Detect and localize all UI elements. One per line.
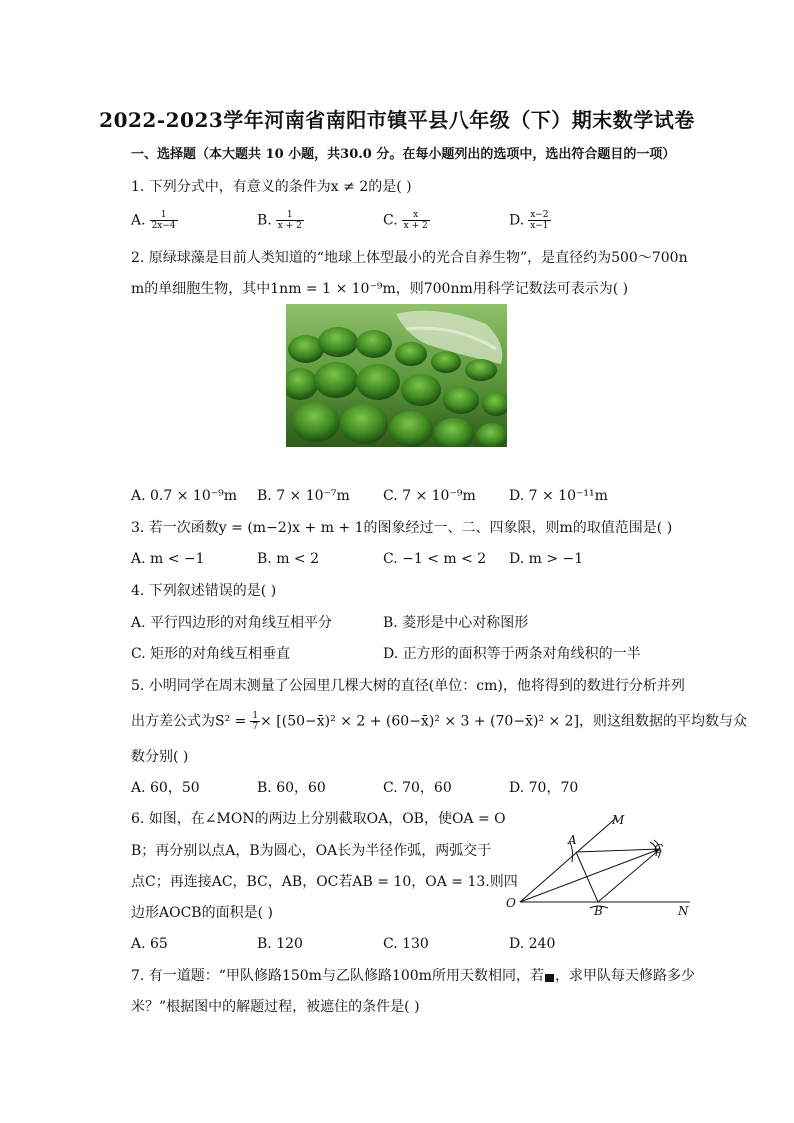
question-6-option-c: C. 130 [383, 936, 429, 952]
question-6-option-b: B. 120 [257, 936, 303, 952]
question-5-option-b: B. 60，60 [257, 780, 326, 796]
label-o: O [506, 896, 516, 910]
question-6-line-1: 6. 如图，在∠MON的两边上分别截取OA，OB，使OA = O [131, 811, 506, 827]
option-label: B. [257, 212, 272, 229]
question-6-line-4: 边形AOCB的面积是( ) [131, 905, 273, 921]
segment-ab [576, 852, 598, 902]
fraction [150, 210, 178, 231]
question-3-option-c: C. −1 < m < 2 [383, 551, 487, 567]
question-7-text-after: ，求甲队每天修路多少 [554, 968, 695, 984]
question-6-option-d: D. 240 [509, 936, 556, 952]
fraction [250, 711, 260, 732]
segment-ac [576, 849, 660, 852]
question-5-option-d: D. 70，70 [509, 780, 579, 796]
page-title: 2022-2023学年河南省南阳市镇平县八年级（下）期末数学试卷 [99, 108, 695, 132]
question-5-option-c: C. 70，60 [383, 780, 452, 796]
option-label: C. [383, 212, 398, 229]
section-heading: 一、选择题（本大题共 10 小题，共30.0 分。在每小题列出的选项中，选出符合题目的一项） [131, 147, 676, 162]
question-6-line-3: 点C；再连接AC，BC，AB，OC若AB = 10，OA = 13.则四 [131, 874, 518, 890]
question-1-option-b [257, 210, 304, 231]
fraction [528, 210, 550, 231]
moss-ball-photo [286, 304, 507, 447]
label-n: N [678, 904, 689, 918]
variance-formula: × [(50−x̄)² × 2 + (60−x̄)² × 3 + (70−x̄)² × 2]，则这组数据的平均数与众 [260, 713, 748, 730]
fraction-numerator: x [413, 210, 419, 220]
ray-om [520, 818, 616, 902]
question-2-option-b: B. 7 × 10⁻⁷m [257, 488, 350, 504]
geometry-figure [500, 808, 700, 920]
question-2-option-c: C. 7 × 10⁻⁹m [383, 488, 476, 504]
question-2-option-a: A. 0.7 × 10⁻⁹m [131, 488, 237, 504]
fraction-denominator: 7 [252, 722, 259, 732]
question-7-line-2: 米？”根据图中的解题过程，被遮住的条件是( ) [131, 999, 420, 1015]
question-4-option-b: B. 菱形是中心对称图形 [383, 615, 529, 631]
question-5-line-2 [131, 711, 747, 732]
option-label: D. [509, 212, 525, 229]
question-5-option-a: A. 60，50 [131, 780, 200, 796]
question-7-text-before: 7. 有一道题：“甲队修路150m与乙队修路100m所用天数相同，若 [131, 968, 544, 984]
question-5-line-3: 数分别( ) [131, 749, 189, 765]
question-2-line-1: 2. 原绿球藻是目前人类知道的“地球上体型最小的光合自养生物”，是直径约为500～700n [131, 250, 688, 266]
fraction-denominator: x + 2 [277, 221, 302, 231]
question-6-option-a: A. 65 [131, 936, 168, 952]
hidden-condition-block [545, 974, 554, 982]
label-m: M [612, 813, 625, 827]
question-4-option-c: C. 矩形的对角线互相垂直 [131, 646, 291, 662]
fraction-denominator: 2x−4 [151, 221, 176, 231]
question-3-option-d: D. m > −1 [509, 551, 584, 567]
question-2-line-2: m的单细胞生物，其中1nm = 1 × 10⁻⁹m，则700nm用科学记数法可表示为( ) [131, 281, 629, 297]
fraction-numerator: 1 [160, 210, 167, 220]
question-1-option-d [509, 210, 551, 231]
question-5-line-1: 5. 小明同学在周末测量了公园里几棵大树的直径(单位：cm)，他将得到的数进行分析并列 [131, 678, 685, 694]
question-7-line-1 [131, 967, 695, 985]
option-label: A. [131, 212, 146, 229]
fraction [276, 210, 304, 231]
fraction-numerator: 1 [252, 711, 259, 721]
question-1-option-a [131, 210, 178, 231]
question-3-option-b: B. m < 2 [257, 551, 320, 567]
question-1-option-c [383, 210, 430, 231]
question-4-stem: 4. 下列叙述错误的是( ) [131, 583, 277, 599]
question-3-option-a: A. m < −1 [131, 551, 205, 567]
fraction-denominator: x−1 [530, 221, 549, 231]
question-3-stem: 3. 若一次函数y = (m−2)x + m + 1的图象经过一、二、四象限，则m的取值范围是( ) [131, 520, 673, 536]
question-1-stem: 1. 下列分式中，有意义的条件为x ≠ 2的是( ) [131, 179, 412, 195]
fraction-numerator: 1 [286, 210, 293, 220]
label-b: B [594, 904, 603, 918]
question-2-option-d: D. 7 × 10⁻¹¹m [509, 488, 608, 504]
question-4-option-a: A. 平行四边形的对角线互相平分 [131, 615, 333, 631]
fraction [402, 210, 430, 231]
label-c: C [654, 842, 664, 856]
segment-oc [520, 849, 660, 902]
fraction-numerator: x−2 [530, 210, 549, 220]
question-4-option-d: D. 正方形的面积等于两条对角线积的一半 [383, 646, 641, 662]
segment-bc [598, 849, 660, 902]
question-6-line-2: B；再分别以点A，B为圆心，OA长为半径作弧，两弧交于 [131, 843, 492, 859]
variance-prefix: 出方差公式为S² = [131, 713, 247, 730]
label-a: A [568, 833, 577, 847]
fraction-denominator: x + 2 [403, 221, 428, 231]
